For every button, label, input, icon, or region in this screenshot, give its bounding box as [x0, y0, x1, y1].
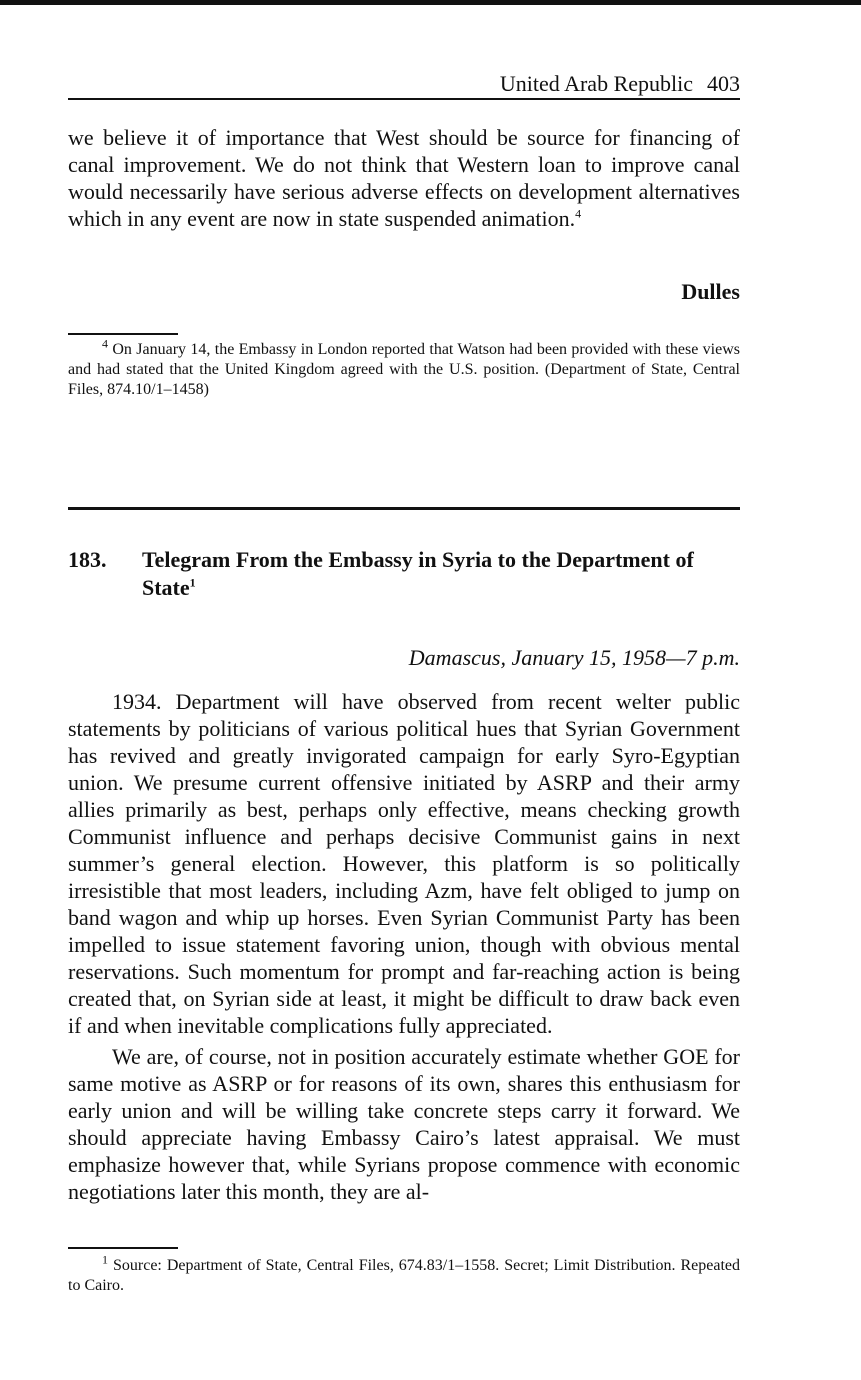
body-paragraph: We are, of course, not in position accurately estimate whether GOE for same motive as ASRP or for reasons of its own, shares this enthusiasm for early union and will be willing take concrete steps carry it forward. We should appreciate having Embassy Cairo’s latest appraisal. We must emphasize however that, while Syrians propose commence with economic negotiations later this month, they are al-: [68, 1044, 740, 1204]
signature: Dulles: [681, 279, 740, 304]
page-number: 403: [707, 71, 740, 96]
body-paragraph: 1934. Department will have observed from recent welter public statements by politicians of various political hues that Syrian Government has revived and greatly invigorated campaign for early Syro-Egyptian union. We presume current offensive initiated by ASRP and their army allies primarily as best, perhaps only effective, means checking growth Communist influence and perhaps decisive Communist gains in next summer’s general election. However, this platform is so politically irresistible that most leaders, including Azm, have felt obliged to jump on band wagon and whip up horses. Even Syrian Communist Party has been impelled to issue statement favoring union, though with obvious mental reservations. Such momentum for prompt and far-reaching action is being created that, on Syrian side at least, it might be difficult to draw back even if and when inevitable complications fully appreciated.: [68, 689, 740, 1038]
continuation-text: we believe it of importance that West should be source for financing of canal improvement. We do not think that Western loan to improve canal would necessarily have serious adverse effects on development alternatives which in any event are now in state suspended animation.: [68, 125, 740, 231]
telegram-body: [68, 688, 740, 1205]
document-title-text: Telegram From the Embassy in Syria to the Department of State: [142, 547, 694, 600]
running-header-title: United Arab Republic: [499, 71, 693, 96]
footnote-mark: 1: [102, 1252, 108, 1267]
section-divider: [68, 507, 740, 510]
footnote-rule: [68, 333, 178, 335]
document-number: 183.: [68, 547, 107, 572]
footnote-rule: [68, 1247, 178, 1249]
page-top-edge: [0, 0, 861, 5]
document-title: [142, 546, 740, 602]
footnote-ref-4: 4: [575, 206, 582, 221]
footnote-mark: 4: [102, 336, 108, 351]
footnote-text: On January 14, the Embassy in London reported that Watson had been provided with these views and had stated that the United Kingdom agreed with the U.S. position. (Department of State, Central Files, 874.10/1–1458): [68, 341, 741, 398]
footnote-ref-1: 1: [189, 575, 196, 590]
footnote-text: Source: Department of State, Central Files, 674.83/1–1558. Secret; Limit Distribution. Repeated to Cairo.: [68, 1257, 740, 1294]
footnote-1: [68, 1252, 740, 1296]
running-header: [68, 70, 740, 100]
dateline: Damascus, January 15, 1958—7 p.m.: [408, 645, 740, 670]
continuation-paragraph: [68, 124, 740, 232]
footnote-4: [68, 336, 741, 400]
